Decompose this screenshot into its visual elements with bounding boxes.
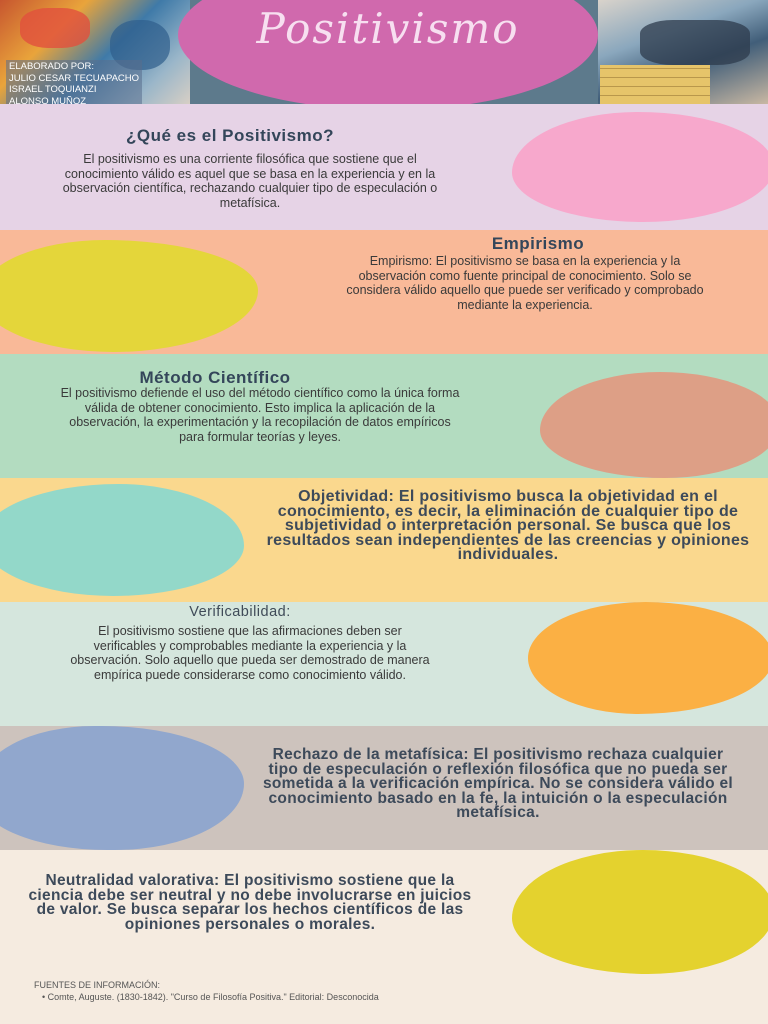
author-name: JULIO CESAR TECUAPACHO: [9, 72, 140, 84]
section-body: Neutralidad valorativa: El positivismo sostiene que la ciencia debe ser neutral y no debe involucrarse en juicios de valor. Se busca separar los hechos científicos de las opiniones personales o morales.: [28, 872, 472, 933]
section-body: Objetividad: El positivismo busca la objetividad en el conocimiento, es decir, la eliminación de cualquier tipo de subjetividad o interpretación personal. Se busca que los resultados sean independientes de las creencias y opiniones individuales.: [266, 488, 750, 563]
section-title: Empirismo: [491, 234, 585, 253]
authors-label: ELABORADO POR:: [9, 61, 94, 72]
decorative-blob: [512, 112, 768, 222]
section-body: El positivismo es una corriente filosófica que sostiene que el conocimiento válido es aquel que se basa en la experiencia y en la observación científica, rechazando cualquier tipo de especulación o metafísica.: [62, 152, 438, 210]
section-rechazo-metafisica: [0, 726, 768, 850]
section-empirismo: [0, 230, 768, 354]
section-title: ¿Qué es el Positivismo?: [125, 126, 334, 145]
decorative-blob: [0, 726, 244, 850]
author-name: ISRAEL TOQUIANZI: [9, 84, 97, 95]
decorative-blob: [0, 240, 258, 352]
section-body: Rechazo de la metafísica: El positivismo rechaza cualquier tipo de especulación o reflexión filosófica que no pueda ser sometida a la verificación empírica. No se considera válido el conocimiento basado en la fe, la intuición o la especulación metafísica.: [262, 746, 733, 821]
decorative-blob: [540, 372, 768, 478]
decorative-blob: [0, 484, 244, 596]
decorative-blob: [528, 602, 768, 714]
header-banner: [0, 0, 768, 104]
source-item: • Comte, Auguste. (1830-1842). "Curso de Filosofía Positiva." Editorial: Desconocida: [42, 992, 379, 1002]
graffiti-shape-1: [20, 8, 90, 48]
sources-label: FUENTES DE INFORMACIÓN:: [34, 980, 161, 990]
brick-wall: [600, 65, 710, 104]
sources-block: [34, 979, 379, 1003]
section-que-es: [0, 104, 768, 230]
section-body: El positivismo sostiene que las afirmaciones deben ser verificables y comprobables mediante la experiencia y la observación. Solo aquello que pueda ser demostrado de manera empírica puede considerarse como conocimiento válido.: [70, 624, 430, 682]
decorative-blob: [512, 850, 768, 974]
section-body: Empirismo: El positivismo se basa en la experiencia y la observación como fuente principal de conocimiento. Solo se considera válido aquello que puede ser verificado y comprobado mediante la experiencia.: [346, 254, 704, 312]
section-metodo-cientifico: [0, 354, 768, 478]
section-body: El positivismo defiende el uso del método científico como la única forma válida de obtener conocimiento. Esto implica la aplicación de la observación, la experimentación y la recopilación de datos empíricos para formular teorías y leyes.: [60, 386, 460, 444]
author-name: ALONSO MUÑOZ: [9, 95, 87, 104]
graffiti-shape-3: [640, 20, 750, 65]
page-title: Positivismo: [256, 4, 520, 53]
section-title: Método Científico: [139, 368, 291, 387]
section-verificabilidad: [0, 602, 768, 726]
authors-block: [6, 60, 142, 104]
source-text: Comte, Auguste. (1830-1842). "Curso de Filosofía Positiva." Editorial: Desconocida: [47, 992, 379, 1002]
section-title: Verificabilidad:: [189, 604, 291, 620]
section-objetividad: [0, 478, 768, 602]
